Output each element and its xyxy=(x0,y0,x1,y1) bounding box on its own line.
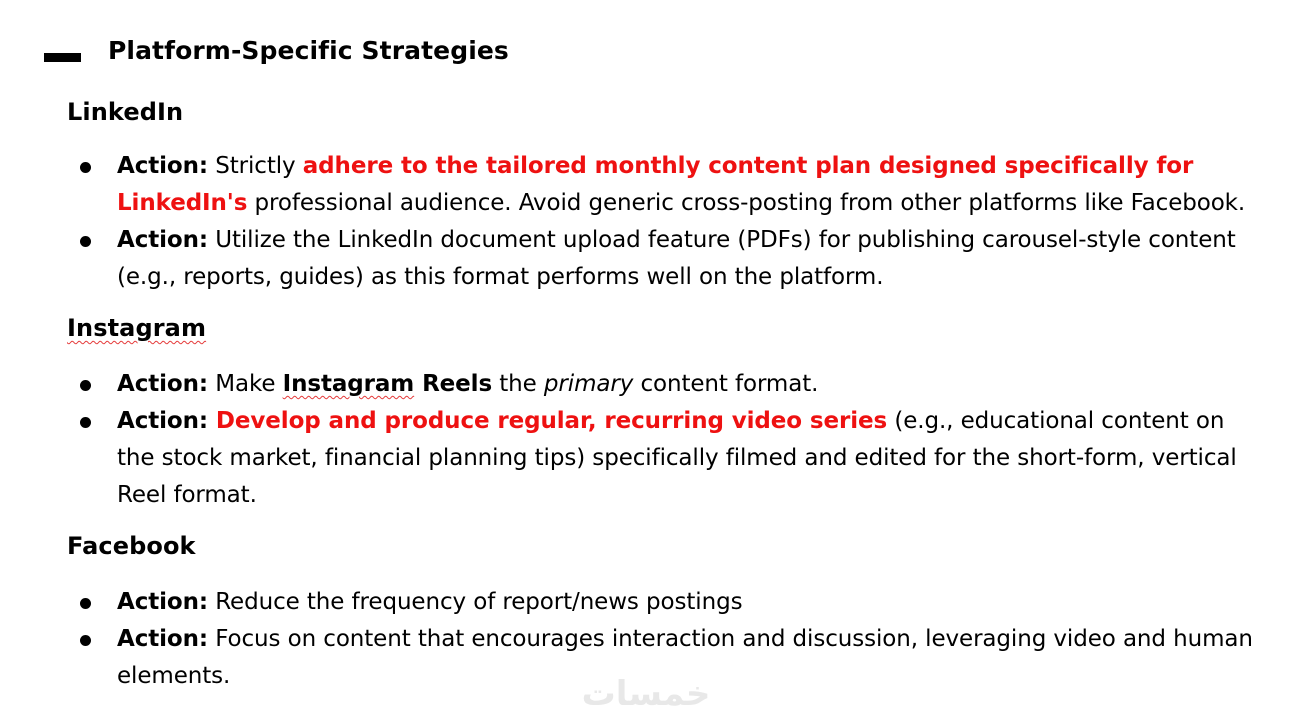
section-heading-text: Instagram xyxy=(67,314,207,342)
list-item xyxy=(80,148,1255,222)
bullet-icon xyxy=(80,598,91,609)
title-dash-marker xyxy=(44,53,81,62)
section-heading-linkedin: LinkedIn xyxy=(67,98,184,126)
action-highlight: Develop and produce regular, recurring video series xyxy=(208,408,888,434)
bullet-icon xyxy=(80,380,91,391)
instagram-bullet-list xyxy=(80,366,1255,514)
action-text: content format. xyxy=(633,371,819,397)
action-text: professional audience. Avoid generic cross-posting from other platforms like Facebook. xyxy=(247,190,1246,216)
action-text: Strictly xyxy=(208,153,303,179)
bullet-icon xyxy=(80,162,91,173)
action-label: Action: xyxy=(117,227,208,253)
linkedin-bullet-list xyxy=(80,148,1255,296)
action-label: Action: xyxy=(117,408,208,434)
action-text: Focus on content that encourages interaction and discussion, leveraging video and human elements. xyxy=(117,626,1253,689)
action-bold-term: Instagram xyxy=(282,371,415,397)
list-item xyxy=(80,584,1255,621)
action-highlight: adhere to the tailored monthly content plan designed specifically for LinkedIn's xyxy=(117,153,1194,216)
list-item xyxy=(80,403,1255,514)
action-label: Action: xyxy=(117,589,208,615)
action-text: Reduce the frequency of report/news postings xyxy=(208,589,743,615)
bullet-icon xyxy=(80,236,91,247)
action-text: Make xyxy=(208,371,283,397)
action-text: the xyxy=(492,371,544,397)
bullet-icon xyxy=(80,635,91,646)
page-title: Platform-Specific Strategies xyxy=(108,36,509,65)
action-bold-term: Reels xyxy=(414,371,493,397)
bullet-icon xyxy=(80,417,91,428)
action-italic-term: primary xyxy=(543,371,634,397)
action-text: Utilize the LinkedIn document upload feature (PDFs) for publishing carousel-style content (e.g., reports, guides) as this format performs well on the platform. xyxy=(117,227,1236,290)
list-item xyxy=(80,222,1255,296)
action-text: (e.g., educational content on the stock market, financial planning tips) specifically filmed and edited for the short-form, vertical Reel format. xyxy=(117,408,1237,508)
action-label: Action: xyxy=(117,626,208,652)
action-label: Action: xyxy=(117,371,208,397)
section-heading-instagram xyxy=(67,314,206,342)
title-row xyxy=(44,36,509,65)
watermark-logo: خمسات xyxy=(581,674,711,714)
section-heading-facebook: Facebook xyxy=(67,532,196,560)
list-item xyxy=(80,366,1255,403)
action-label: Action: xyxy=(117,153,208,179)
